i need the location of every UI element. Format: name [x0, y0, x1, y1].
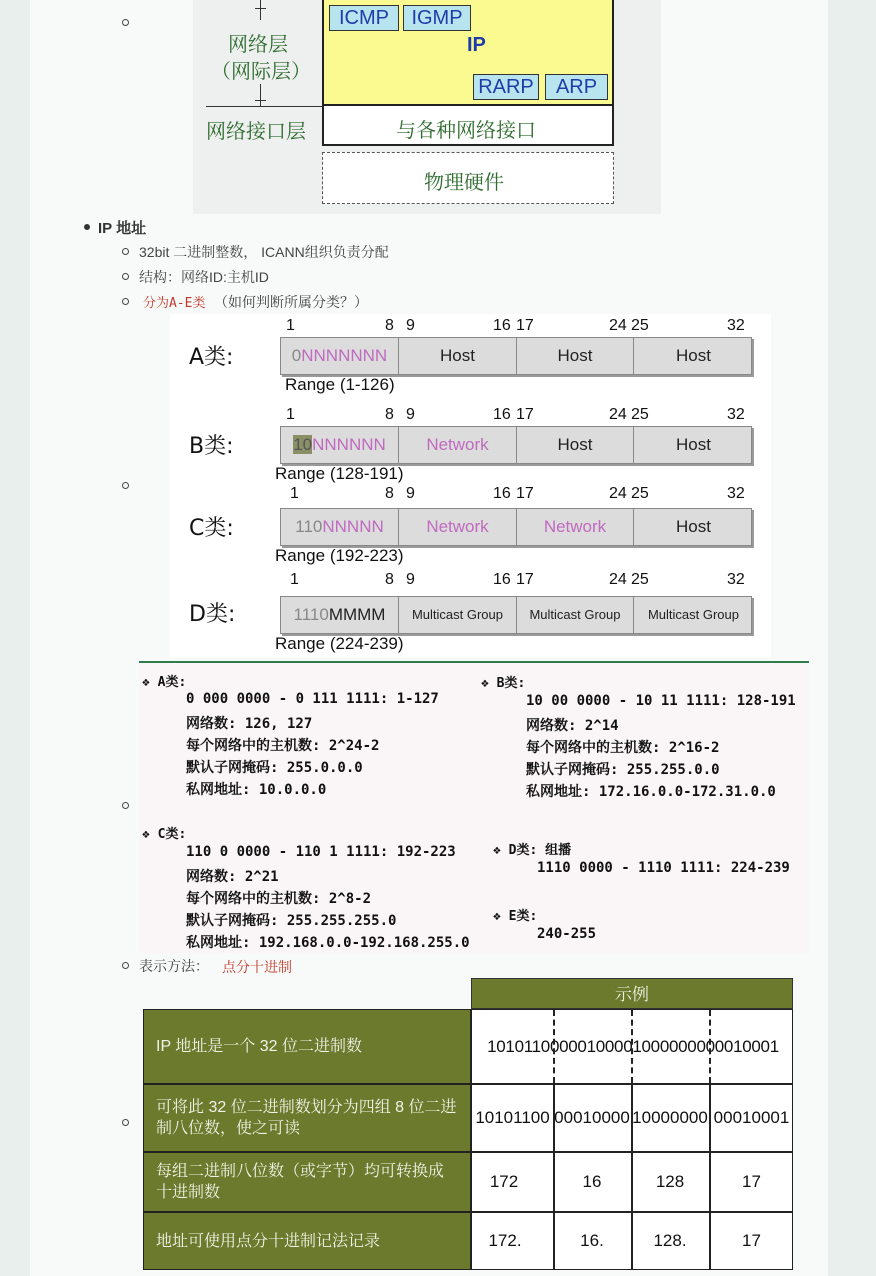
class-b-line: 私网地址: 172.16.0.0-172.31.0.0: [526, 784, 776, 800]
bit-position-label: 16: [493, 317, 511, 334]
network-prefix-cell: [281, 427, 399, 463]
decimal-cell: 16: [582, 1172, 602, 1191]
list-bullet: [84, 224, 90, 230]
class-prefix-bits: 1110: [293, 605, 329, 624]
dotted-cell: 17: [742, 1231, 761, 1250]
network-prefix-cell: [281, 509, 399, 545]
class-c-line: 每个网络中的主机数: 2^8-2: [186, 891, 372, 907]
dashed-divider: [631, 1010, 633, 1083]
class-label: A类:: [189, 345, 234, 370]
network-bits: NNNNNNN: [301, 346, 388, 365]
divider: [553, 1213, 555, 1269]
bit-position-label: 17: [516, 406, 534, 423]
host-cell: Host: [676, 517, 711, 536]
dotted-cell: 16.: [580, 1231, 604, 1250]
bit-position-label: 32: [727, 406, 745, 423]
arrow-tick: [255, 100, 266, 101]
class-prefix-bits: 110: [295, 517, 323, 536]
class-b-line: 每个网络中的主机数: 2^16-2: [526, 740, 720, 756]
host-cell: Host: [517, 338, 634, 374]
host-cell: Host: [399, 338, 517, 374]
bit-position-label: 9: [406, 485, 415, 502]
bit-position-label: 16: [493, 406, 511, 423]
bit-position-label: 24: [609, 571, 627, 588]
host-cell: Host: [517, 427, 634, 463]
class-b-line: 网络数: 2^14: [526, 718, 619, 734]
divider: [631, 1085, 633, 1151]
bit-position-label: 17: [516, 485, 534, 502]
arp-box: ARP: [545, 74, 608, 100]
class-prefix-bits: 0: [291, 346, 302, 365]
divider: [631, 1153, 633, 1211]
interface-box: [322, 106, 614, 146]
list-bullet: [122, 273, 129, 280]
bit-position-label: 16: [493, 485, 511, 502]
network-bits: MMMM: [328, 605, 386, 624]
class-b-line: 默认子网掩码: 255.255.0.0: [526, 762, 720, 778]
class-e-heading: ❖ E类:: [493, 909, 538, 924]
class-c-heading: ❖ C类:: [142, 827, 187, 842]
class-range-label: Range (1-126): [285, 375, 395, 394]
class-c-line: 私网地址: 192.168.0.0-192.168.255.0: [186, 935, 470, 951]
bit-position-label: 9: [406, 317, 415, 334]
icmp-box: ICMP: [329, 5, 399, 31]
network-prefix-cell: [281, 597, 399, 633]
decimal-cell: 128: [655, 1172, 685, 1191]
table-row: [471, 1152, 793, 1212]
octet-cell: 10101100: [475, 1108, 550, 1127]
class-range-label: Range (192-223): [275, 546, 404, 565]
multicast-group-cell: Multicast Group: [399, 597, 517, 633]
divider: [631, 1213, 633, 1269]
multicast-group-cell: Multicast Group: [647, 607, 740, 622]
network-cell: Network: [399, 427, 517, 463]
divider: [709, 1085, 711, 1151]
class-a-line: 网络数: 126, 127: [186, 716, 313, 732]
class-details-panel: [139, 661, 809, 953]
dashed-divider: [709, 1010, 711, 1083]
class-label: D类:: [189, 602, 236, 627]
class-label: C类:: [189, 516, 234, 541]
left-margin: [0, 0, 30, 1276]
bit-position-label: 32: [727, 485, 745, 502]
class-b-heading: ❖ B类:: [481, 676, 526, 691]
ip-label: IP: [467, 34, 486, 56]
bit-position-label: 8: [385, 571, 394, 588]
host-cell: Host: [676, 346, 711, 365]
class-d-line: 1110 0000 - 1110 1111: 224-239: [537, 860, 790, 876]
bit-position-label: 9: [406, 571, 415, 588]
address-bar: [280, 596, 752, 634]
notation-label: 表示方法：: [139, 958, 209, 974]
class-a-heading: ❖ A类:: [142, 675, 187, 690]
list-bullet: [122, 802, 129, 809]
class-a-line: 每个网络中的主机数: 2^24-2: [186, 738, 380, 754]
ip-item-structure: 结构：网络ID:主机ID: [139, 269, 269, 285]
bit-position-label: 1: [290, 571, 299, 588]
protocol-stack-diagram: [193, 0, 661, 214]
bit-position-label: 9: [406, 406, 415, 423]
address-bar: [280, 508, 752, 546]
table-row: [471, 1212, 793, 1270]
list-bullet: [122, 962, 129, 969]
bit-position-label: 16: [493, 571, 511, 588]
host-cell: Host: [676, 435, 711, 454]
class-c-line: 110 0 0000 - 110 1 1111: 192-223: [186, 844, 456, 860]
class-range-label: Range (224-239): [275, 634, 404, 653]
table-row-label: 地址可使用点分十进制记法记录: [143, 1212, 471, 1270]
bit-position-label: 8: [385, 406, 394, 423]
bit-position-label: 25: [631, 317, 649, 334]
table-row-label: 每组二进制八位数（或字节）均可转换成十进制数: [143, 1152, 471, 1212]
network-cell: Network: [517, 509, 634, 545]
divider: [553, 1085, 555, 1151]
class-a-line: 默认子网掩码: 255.0.0.0: [186, 760, 363, 776]
list-bullet: [122, 298, 129, 305]
physical-hardware-box: [322, 152, 614, 204]
decimal-cell: 17: [742, 1172, 761, 1191]
bit-position-label: 1: [286, 317, 295, 334]
address-bar: [280, 426, 752, 464]
class-e-line: 240-255: [537, 926, 597, 942]
bit-position-label: 24: [609, 317, 627, 334]
class-a-line: 0 000 0000 - 0 111 1111: 1-127: [186, 691, 439, 707]
class-prefix-bits: 10: [293, 435, 313, 454]
ip-layer-box: [322, 0, 614, 106]
igmp-box: IGMP: [403, 5, 471, 31]
list-bullet: [122, 248, 129, 255]
table-row-label: IP 地址是一个 32 位二进制数: [143, 1009, 471, 1084]
arrow-line: [260, 0, 261, 20]
bit-position-label: 24: [609, 406, 627, 423]
right-margin: [828, 0, 876, 1276]
decimal-cell: 172: [489, 1172, 519, 1191]
bit-position-label: 32: [727, 571, 745, 588]
ip-item-32bit: 32bit 二进制整数， ICANN组织负责分配: [139, 244, 389, 260]
bit-position-label: 8: [385, 485, 394, 502]
bit-position-label: 1: [286, 406, 295, 423]
physical-text: 物理硬件: [424, 170, 504, 194]
divider: [709, 1153, 711, 1211]
classes-note: （如何判断所属分类？）: [214, 294, 368, 310]
bit-position-label: 24: [609, 485, 627, 502]
internet-layer-label: （网际层）: [211, 59, 311, 83]
list-bullet: [122, 482, 129, 489]
address-bar: [280, 337, 752, 375]
octet-cell: 10000000: [632, 1108, 708, 1127]
class-b-line: 10 00 0000 - 10 11 1111: 128-191: [526, 693, 796, 709]
table-row-label: 可将此 32 位二进制数划分为四组 8 位二进制八位数，使之可读: [143, 1084, 471, 1152]
dotted-cell: 172.: [488, 1231, 522, 1250]
network-bits: NNNNNN: [312, 435, 386, 454]
arrow-line: [260, 84, 261, 106]
bit-position-label: 1: [290, 485, 299, 502]
list-bullet: [122, 1119, 129, 1126]
dotted-cell: 128.: [653, 1231, 687, 1250]
table-row: [471, 1084, 793, 1152]
notation-link[interactable]: 点分十进制: [222, 959, 292, 975]
interface-text: 与各种网络接口: [396, 118, 536, 142]
octet-cell: 00010000: [554, 1108, 630, 1127]
bit-position-label: 25: [631, 485, 649, 502]
bit-position-label: 17: [516, 317, 534, 334]
bit-position-label: 25: [631, 571, 649, 588]
divider: [206, 106, 322, 107]
class-label: B类:: [189, 434, 234, 459]
ip-address-heading: IP 地址: [98, 220, 147, 237]
bit-position-label: 25: [631, 406, 649, 423]
class-a-line: 私网地址: 10.0.0.0: [186, 782, 327, 798]
table-header: 示例: [471, 978, 793, 1009]
bit-position-label: 17: [516, 571, 534, 588]
dashed-divider: [553, 1010, 555, 1083]
arrow-tick: [255, 8, 266, 9]
class-range-label: Range (128-191): [275, 464, 404, 483]
divider: [553, 1153, 555, 1211]
divider: [709, 1213, 711, 1269]
class-d-heading: ❖ D类: 组播: [493, 843, 572, 858]
class-c-line: 默认子网掩码: 255.255.255.0: [186, 913, 397, 929]
multicast-group-cell: Multicast Group: [517, 597, 634, 633]
class-c-line: 网络数: 2^21: [186, 869, 279, 885]
octet-cell: 00010001: [713, 1108, 790, 1127]
binary-cell: 10101100 00010000 10000000 00010001: [487, 1036, 779, 1056]
interface-layer-label: 网络接口层: [206, 119, 306, 143]
bit-position-label: 8: [385, 317, 394, 334]
dotted-decimal-table: [143, 978, 793, 1270]
network-layer-label: 网络层: [228, 32, 288, 56]
network-prefix-cell: [281, 338, 399, 374]
network-cell: Network: [399, 509, 517, 545]
network-bits: NNNNN: [322, 517, 384, 536]
bit-position-label: 32: [727, 317, 745, 334]
rarp-box: RARP: [473, 74, 539, 100]
table-row: [471, 1009, 793, 1084]
classes-link[interactable]: 分为A-E类: [143, 296, 206, 311]
ip-class-diagram: [170, 314, 771, 658]
list-bullet: [122, 19, 129, 26]
